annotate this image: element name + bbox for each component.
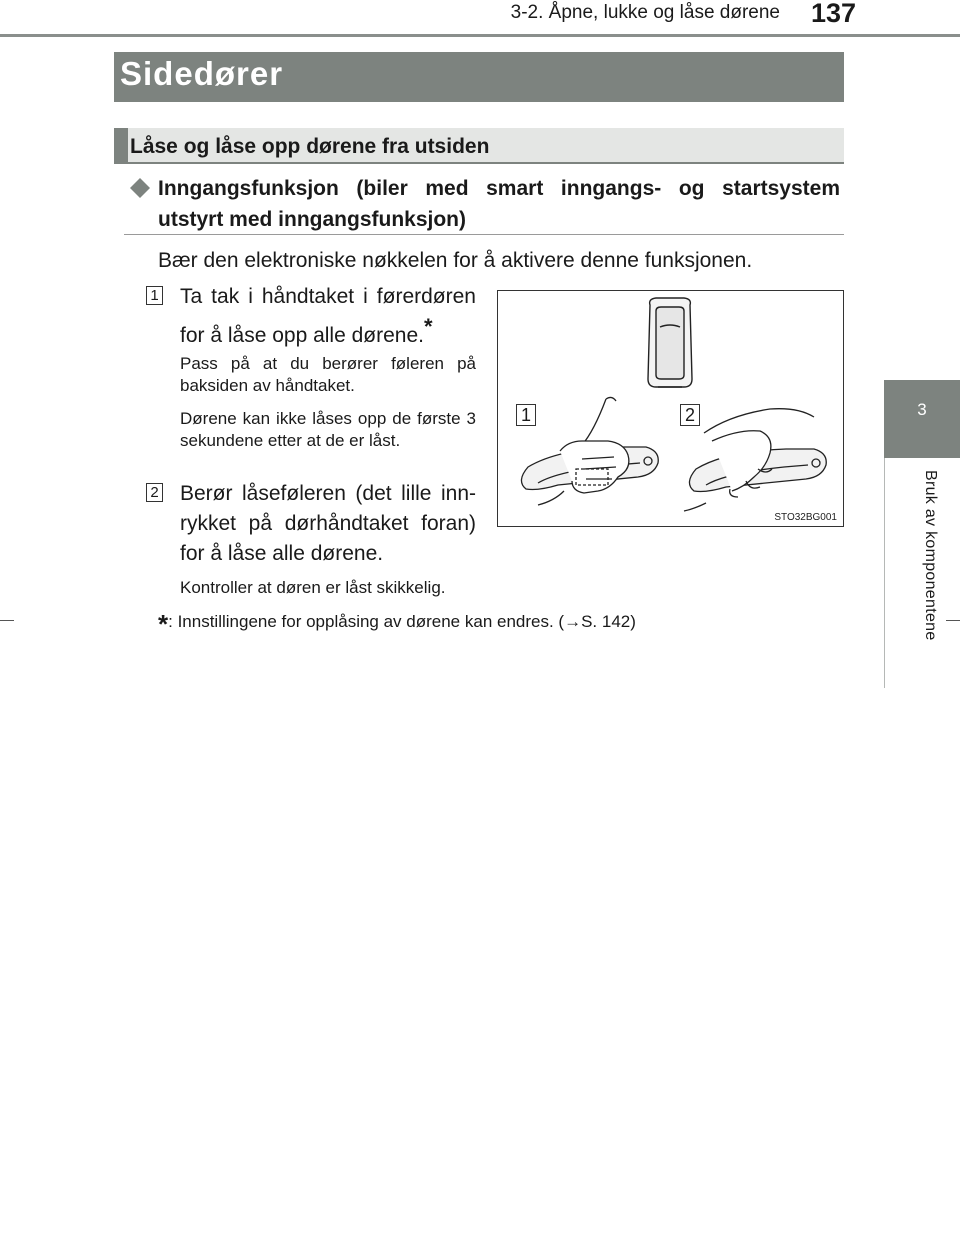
diamond-bullet-icon (130, 178, 150, 198)
figure-code: STO32BG001 (774, 512, 837, 523)
page-number: 137 (810, 0, 856, 28)
step-number-2: 2 (146, 483, 163, 502)
chapter-number: 3 (917, 400, 927, 419)
step-2-text: Berør låseføleren (det lille inn-rykket på dørhåndtaket foran) for å låse alle dørene. (180, 482, 476, 565)
step-1-text (180, 282, 476, 351)
illustration-drawing (498, 291, 843, 526)
page-title: Sidedører (120, 55, 284, 92)
header-section-title: 3-2. Åpne, lukke og låse dørene (510, 2, 780, 23)
left-door-handle-icon (521, 397, 658, 505)
figure-label-2: 2 (680, 404, 700, 426)
step-number-1: 1 (146, 286, 163, 305)
footnote-marker: * (423, 314, 433, 339)
subsection-title: Låse og låse opp dørene fra utsiden (130, 135, 490, 158)
header-rule (0, 34, 960, 37)
footnote-text: : Innstillingene for opplåsing av dørene kan endres. (→S. 142) (168, 612, 636, 631)
crop-mark-right (946, 620, 960, 621)
intro-text: Bær den elektroniske nøkkelen for å aktivere denne funksjonen. (158, 249, 753, 272)
side-divider (884, 458, 885, 688)
feature-rule (124, 234, 844, 235)
crop-mark-left (0, 620, 14, 621)
door-handle-illustration (497, 290, 844, 527)
footnote-star: * (158, 609, 169, 639)
feature-heading: Inngangsfunksjon (biler med smart inngangs- og startsystem utstyrt med inngangsfunksjon) (158, 177, 840, 231)
step-1-note-1: Pass på at du berører føleren på baksiden av håndtaket. (180, 354, 476, 395)
smart-key-icon (648, 298, 692, 387)
check-note: Kontroller at døren er låst skikkelig. (180, 578, 446, 597)
chapter-label: Bruk av komponentene (922, 470, 939, 641)
footnote (158, 609, 636, 640)
step-1-note-2: Dørene kan ikke låses opp de første 3 sekundene etter at de er låst. (180, 409, 476, 450)
figure-label-1: 1 (516, 404, 536, 426)
right-door-handle-icon (684, 409, 826, 511)
step-1-body: Ta tak i håndtaket i førerdøren for å låse opp alle dørene. (180, 285, 476, 347)
